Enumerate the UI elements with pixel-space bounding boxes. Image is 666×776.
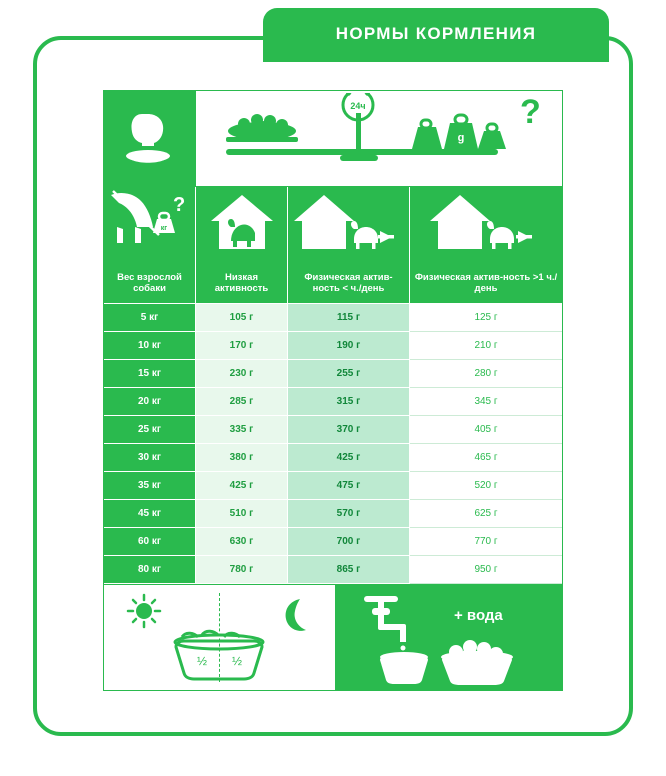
table-row xyxy=(104,444,562,472)
water-tap-icon xyxy=(364,596,406,642)
cell-mid: 475 г xyxy=(288,472,410,500)
cell-high: 465 г xyxy=(410,444,562,472)
cell-high: 345 г xyxy=(410,388,562,416)
cell-low: 105 г xyxy=(196,304,288,332)
scale-weights-illustration xyxy=(200,93,560,185)
water-cell xyxy=(336,585,562,690)
cell-weight: 20 кг xyxy=(104,388,196,416)
table-row xyxy=(104,528,562,556)
cell-low: 425 г xyxy=(196,472,288,500)
cell-mid: 570 г xyxy=(288,500,410,528)
cell-low: 230 г xyxy=(196,360,288,388)
cell-high: 210 г xyxy=(410,332,562,360)
cell-low: 170 г xyxy=(196,332,288,360)
bowl-with-food-icon xyxy=(441,640,513,685)
svg-text:кг: кг xyxy=(160,225,167,232)
cell-mid: 425 г xyxy=(288,444,410,472)
column-header-mid-activity: Физическая актив-ность < ч./день xyxy=(288,263,410,303)
svg-text:?: ? xyxy=(172,194,185,216)
day-night-feeding-cell xyxy=(104,585,336,690)
column-icon-row xyxy=(104,187,562,263)
water-illustration xyxy=(336,586,562,690)
column-header-low-activity: Низкая активность xyxy=(196,263,288,303)
cell-low: 630 г xyxy=(196,528,288,556)
water-label: + вода xyxy=(454,607,503,624)
cell-mid: 700 г xyxy=(288,528,410,556)
table-row xyxy=(104,472,562,500)
sun-icon xyxy=(128,595,160,627)
moon-icon xyxy=(286,599,306,631)
bowl-cell xyxy=(104,91,197,186)
cell-low: 510 г xyxy=(196,500,288,528)
cell-weight: 60 кг xyxy=(104,528,196,556)
header-tab xyxy=(263,8,609,60)
half-right-label: ½ xyxy=(231,654,243,668)
svg-text:24ч: 24ч xyxy=(349,100,366,111)
dog-bowl-icon xyxy=(122,110,178,168)
cell-mid: 255 г xyxy=(288,360,410,388)
cell-weight: 10 кг xyxy=(104,332,196,360)
cell-mid: 190 г xyxy=(288,332,410,360)
cell-weight: 15 кг xyxy=(104,360,196,388)
half-left-label: ½ xyxy=(196,654,208,668)
house-dog-walking-icon xyxy=(288,187,410,263)
house-dog-running-icon xyxy=(410,187,562,263)
table-row xyxy=(104,332,562,360)
page-title: НОРМЫ КОРМЛЕНИЯ xyxy=(335,24,537,43)
svg-text:?: ? xyxy=(519,92,541,131)
question-mark-icon xyxy=(520,93,541,131)
weights-icon xyxy=(412,115,506,149)
cell-high: 125 г xyxy=(410,304,562,332)
feeding-table xyxy=(103,90,563,691)
scale-food-icon xyxy=(226,114,298,142)
scale-base xyxy=(340,155,378,161)
house-dog-low-activity-icon xyxy=(196,187,288,263)
day-night-divider xyxy=(219,593,220,682)
cell-high: 950 г xyxy=(410,556,562,584)
cell-low: 380 г xyxy=(196,444,288,472)
table-row xyxy=(104,360,562,388)
column-header-row xyxy=(104,263,562,304)
table-row xyxy=(104,416,562,444)
table-row xyxy=(104,556,562,584)
cell-weight: 35 кг xyxy=(104,472,196,500)
cell-low: 285 г xyxy=(196,388,288,416)
cell-mid: 865 г xyxy=(288,556,410,584)
cell-weight: 80 кг xyxy=(104,556,196,584)
top-pictogram-band xyxy=(104,91,562,187)
scale-beam xyxy=(226,149,498,155)
dog-weight-icon xyxy=(104,187,196,263)
cell-weight: 30 кг xyxy=(104,444,196,472)
cell-mid: 115 г xyxy=(288,304,410,332)
cell-high: 520 г xyxy=(410,472,562,500)
table-row xyxy=(104,304,562,332)
cell-weight: 25 кг xyxy=(104,416,196,444)
column-header-weight: Вес взрослой собаки xyxy=(104,263,196,303)
table-row xyxy=(104,388,562,416)
cell-high: 625 г xyxy=(410,500,562,528)
scale-clock-cell xyxy=(197,91,562,186)
cell-mid: 370 г xyxy=(288,416,410,444)
table-row xyxy=(104,500,562,528)
cell-weight: 45 кг xyxy=(104,500,196,528)
cell-high: 405 г xyxy=(410,416,562,444)
cell-mid: 315 г xyxy=(288,388,410,416)
bottom-band xyxy=(104,584,562,690)
cell-weight: 5 кг xyxy=(104,304,196,332)
svg-text:g: g xyxy=(457,131,464,144)
cell-high: 280 г xyxy=(410,360,562,388)
cell-low: 780 г xyxy=(196,556,288,584)
water-bowl-icon xyxy=(380,652,428,684)
cell-high: 770 г xyxy=(410,528,562,556)
column-header-high-activity: Физическая актив-ность >1 ч./день xyxy=(410,263,562,303)
cell-low: 335 г xyxy=(196,416,288,444)
